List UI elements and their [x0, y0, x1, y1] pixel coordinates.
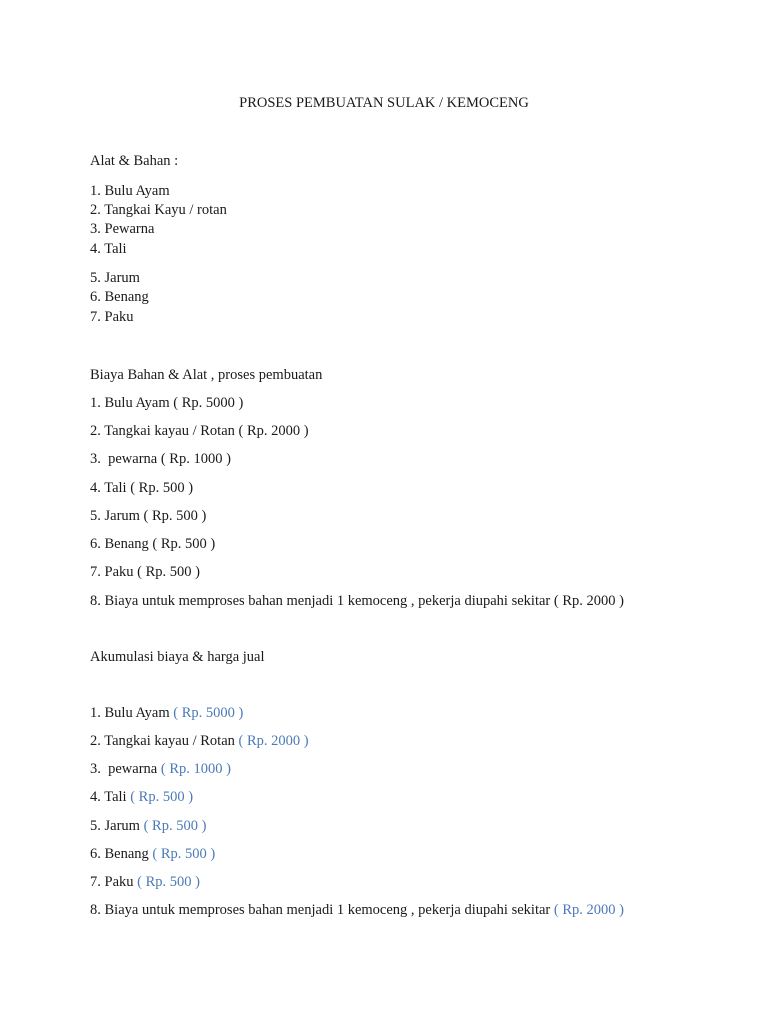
item-price: ( Rp. 500 ) — [137, 874, 200, 890]
list-item — [90, 873, 200, 891]
list-item: 2. Tangkai kayau / Rotan ( Rp. 2000 ) — [90, 423, 309, 439]
item-label: 7. Paku — [90, 874, 138, 890]
list-item: 4. Tali ( Rp. 500 ) — [90, 480, 194, 496]
list-item: 3. pewarna ( Rp. 1000 ) — [90, 451, 231, 467]
item-label: 6. Benang — [90, 846, 153, 862]
section-heading-alat-bahan: Alat & Bahan : — [90, 153, 179, 169]
list-item — [90, 817, 206, 835]
item-price: ( Rp. 5000 ) — [173, 705, 244, 721]
list-item: 6. Benang ( Rp. 500 ) — [90, 536, 216, 552]
item-label: 5. Jarum — [90, 818, 144, 834]
item-label: 2. Tangkai kayau / Rotan — [90, 733, 239, 749]
list-item: 7. Paku ( Rp. 500 ) — [90, 564, 200, 580]
item-price: ( Rp. 1000 ) — [160, 761, 231, 777]
list-item — [90, 788, 193, 806]
item-price: ( Rp. 500 ) — [143, 818, 207, 834]
list-item: 1. Bulu Ayam — [90, 183, 170, 199]
list-item — [90, 760, 231, 778]
list-item: 7. Paku — [90, 309, 134, 325]
item-price: ( Rp. 500 ) — [130, 789, 194, 805]
item-label: 4. Tali — [90, 789, 131, 805]
item-price: ( Rp. 2000 ) — [238, 733, 309, 749]
list-item: 8. Biaya untuk memproses bahan menjadi 1 kemoceng , pekerja diupahi sekitar ( Rp. 2000 ) — [90, 593, 624, 609]
list-item — [90, 704, 243, 722]
list-item — [90, 845, 215, 863]
list-item — [90, 901, 624, 919]
section-heading-biaya: Biaya Bahan & Alat , proses pembuatan — [90, 367, 323, 383]
item-label: 3. pewarna — [90, 761, 161, 777]
item-label: 8. Biaya untuk memproses bahan menjadi 1 kemoceng , pekerja diupahi sekitar — [90, 902, 554, 918]
section-heading-akumulasi: Akumulasi biaya & harga jual — [90, 649, 265, 665]
list-item: 6. Benang — [90, 289, 149, 305]
list-item: 1. Bulu Ayam ( Rp. 5000 ) — [90, 395, 244, 411]
item-label: 1. Bulu Ayam — [90, 705, 174, 721]
list-item: 2. Tangkai Kayu / rotan — [90, 202, 227, 218]
page-title: PROSES PEMBUATAN SULAK / KEMOCENG — [239, 95, 529, 111]
list-item: 5. Jarum — [90, 270, 140, 286]
list-item: 5. Jarum ( Rp. 500 ) — [90, 508, 207, 524]
item-price: ( Rp. 2000 ) — [553, 902, 624, 918]
list-item — [90, 732, 309, 750]
item-price: ( Rp. 500 ) — [152, 846, 216, 862]
list-item: 3. Pewarna — [90, 221, 155, 237]
list-item: 4. Tali — [90, 241, 127, 257]
